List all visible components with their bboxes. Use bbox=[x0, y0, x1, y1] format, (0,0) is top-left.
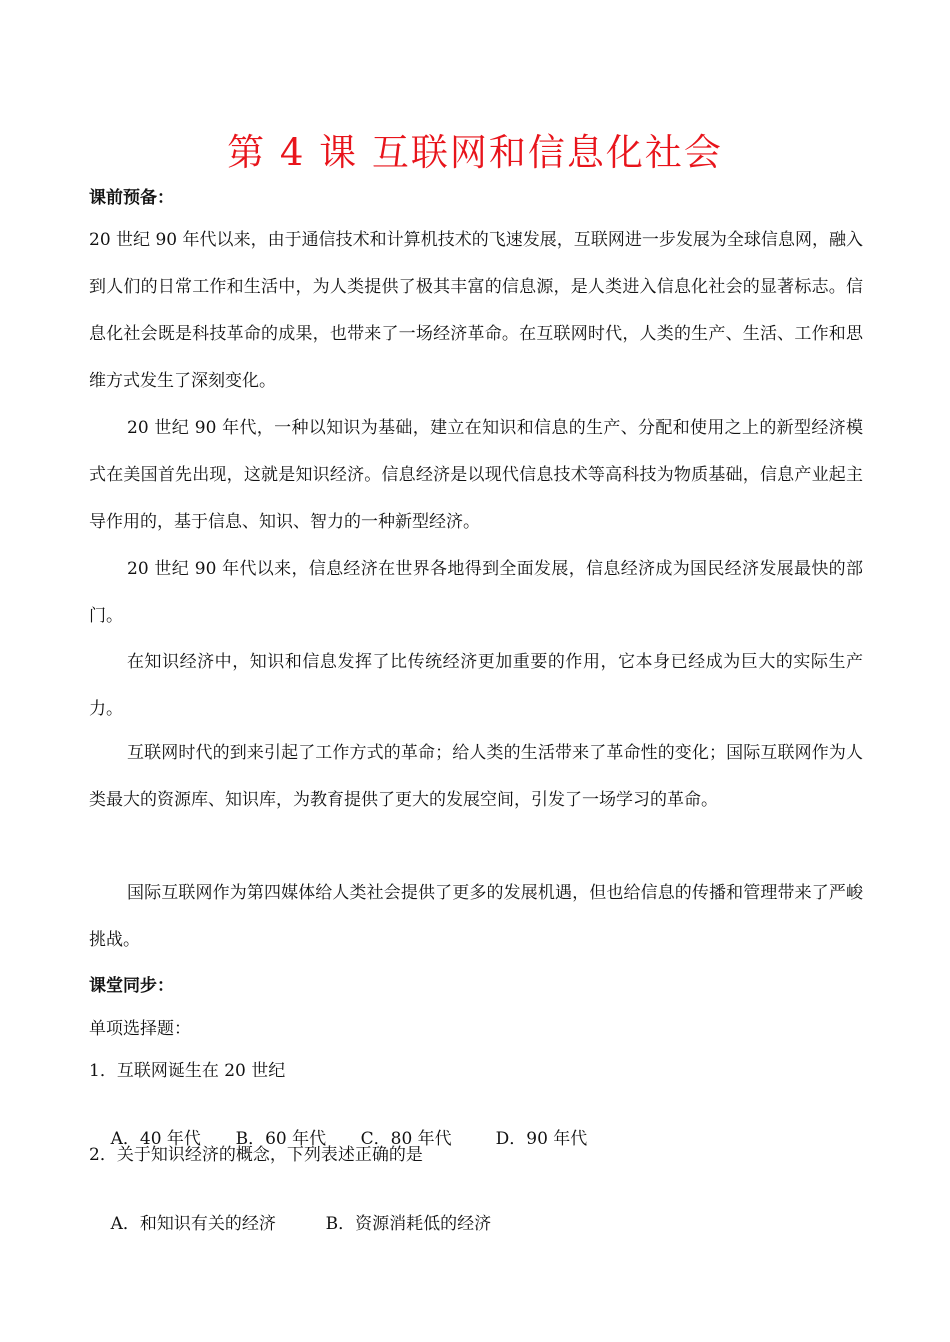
paragraph-1: 20 世纪 90 年代以来，由于通信技术和计算机技术的飞速发展，互联网进一步发展为全球信息网，融入到人们的日常工作和生活中，为人类提供了极其丰富的信息源，是人类进入信息化社会的显著标志。信息化社会既是科技革命的成果，也带来了一场经济革命。在互联网时代，人类的生产、生活、工作和思维方式发生了深刻变化。 bbox=[89, 230, 863, 391]
option-a: A．和知识有关的经济 bbox=[110, 1214, 276, 1234]
option-b: B．资源消耗低的经济 bbox=[325, 1214, 492, 1234]
lesson-title: 第 4 课 互联网和信息化社会 bbox=[227, 131, 723, 174]
in-class-heading: 课堂同步： bbox=[89, 976, 174, 996]
option-a: A．40 年代 bbox=[110, 1129, 201, 1149]
question-2-options bbox=[89, 1185, 491, 1263]
paragraph-2: 20 世纪 90 年代，一种以知识为基础，建立在知识和信息的生产、分配和使用之上的新型经济模式在美国首先出现，这就是知识经济。信息经济是以现代信息技术等高科技为物质基础，信息产业起主导作用的，基于信息、知识、智力的一种新型经济。 bbox=[89, 418, 863, 532]
option-c: C．80 年代 bbox=[360, 1129, 452, 1149]
question-1-stem: 1．互联网诞生在 20 世纪 bbox=[89, 1061, 286, 1081]
paragraph-6: 国际互联网作为第四媒体给人类社会提供了更多的发展机遇，但也给信息的传播和管理带来了严峻挑战。 bbox=[89, 883, 863, 950]
paragraph-3: 20 世纪 90 年代以来，信息经济在世界各地得到全面发展，信息经济成为国民经济发展最快的部门。 bbox=[89, 559, 863, 626]
question-type-label: 单项选择题： bbox=[89, 1019, 191, 1039]
question-2-stem: 2．关于知识经济的概念，下列表述正确的是 bbox=[89, 1145, 423, 1165]
paragraph-4: 在知识经济中，知识和信息发挥了比传统经济更加重要的作用，它本身已经成为巨大的实际生产力。 bbox=[89, 652, 863, 719]
option-d: D．90 年代 bbox=[495, 1129, 588, 1149]
option-b: B．60 年代 bbox=[235, 1129, 327, 1149]
paragraph-5: 互联网时代的到来引起了工作方式的革命；给人类的生活带来了革命性的变化；国际互联网作为人类最大的资源库、知识库，为教育提供了更大的发展空间，引发了一场学习的革命。 bbox=[89, 743, 863, 810]
pre-class-heading: 课前预备： bbox=[89, 188, 174, 208]
